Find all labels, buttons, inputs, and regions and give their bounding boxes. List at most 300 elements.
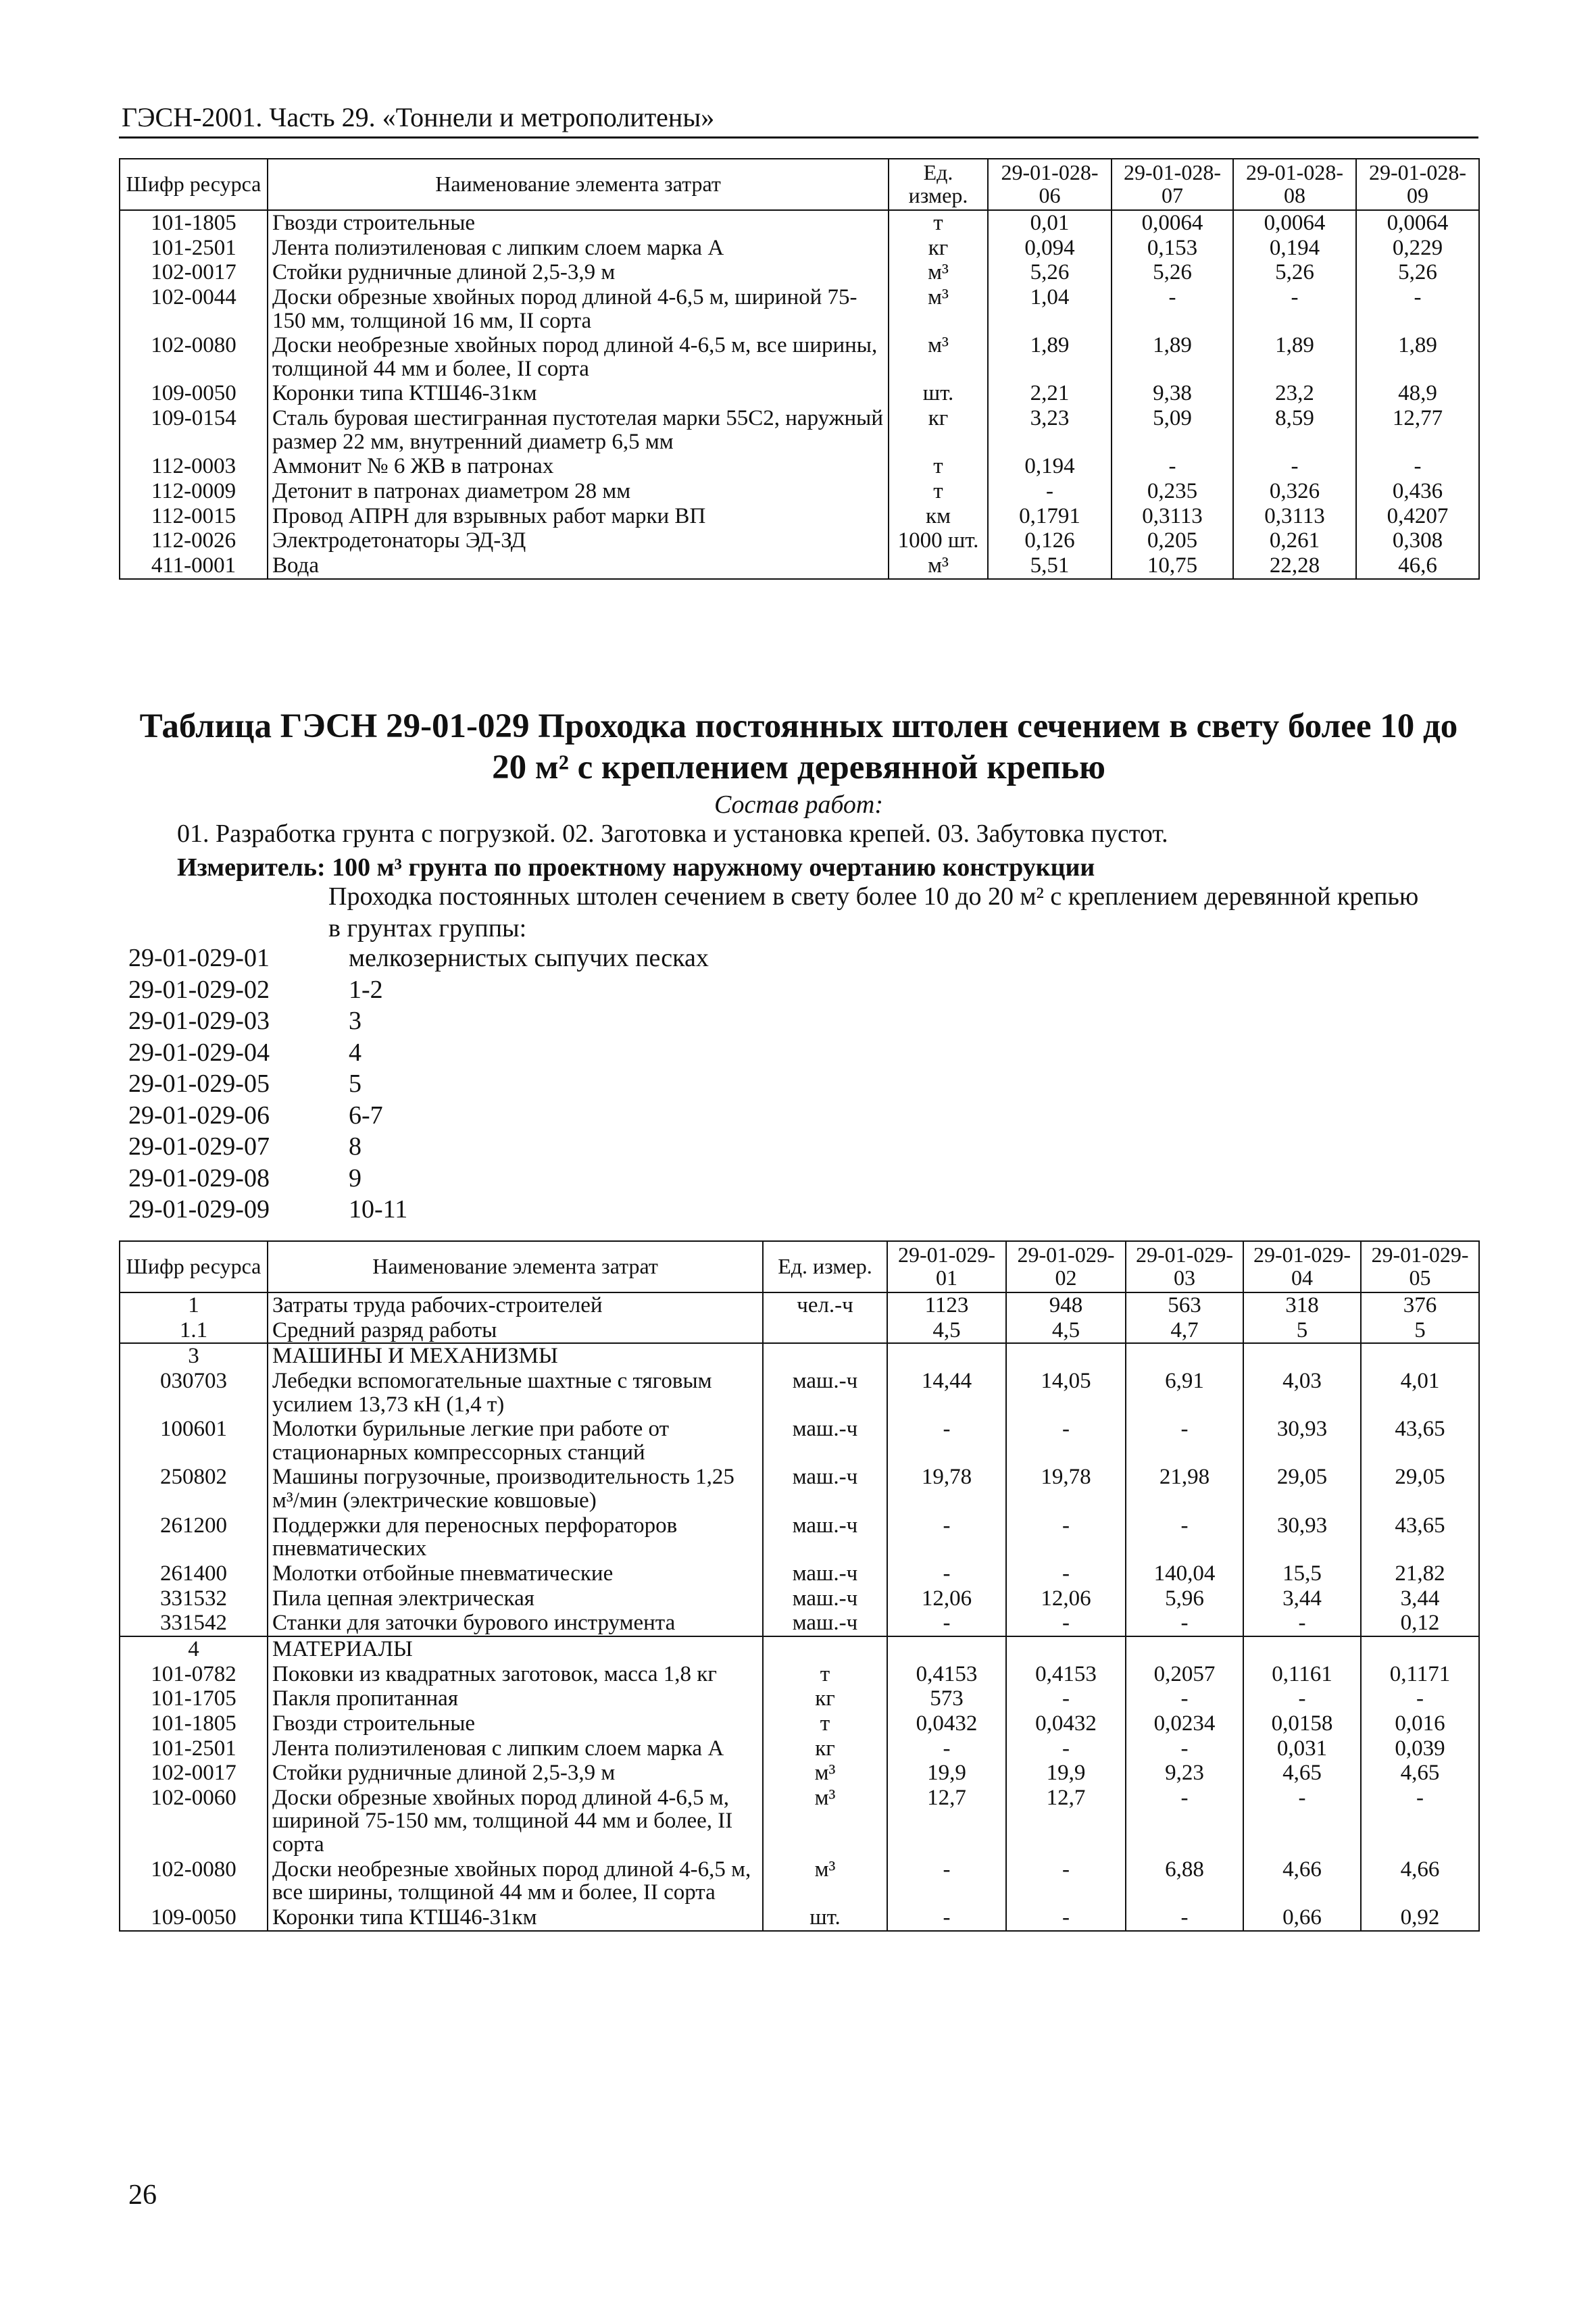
norm-value-cell: - — [1112, 454, 1233, 479]
norm-code: 29-01-029-04 — [128, 1038, 270, 1067]
table-row — [120, 1662, 1479, 1687]
table-row — [120, 1905, 1479, 1931]
unit-cell: м³ — [763, 1857, 887, 1905]
norm-value-cell: 6,88 — [1126, 1857, 1243, 1905]
table-row — [120, 260, 1479, 285]
norm-code: 29-01-029-03 — [128, 1007, 270, 1035]
column-header: 29-01-029-02 — [1006, 1241, 1126, 1292]
resource-code-cell: 112-0003 — [120, 454, 268, 479]
norm-value-cell: 9,23 — [1126, 1761, 1243, 1786]
unit-cell: м³ — [889, 553, 988, 579]
norm-value-cell: 10,75 — [1112, 553, 1233, 579]
norm-value-cell: - — [1361, 1686, 1479, 1711]
cost-element-name-cell: Станки для заточки бурового инструмента — [268, 1611, 763, 1636]
norm-value-cell: 0,66 — [1243, 1905, 1361, 1931]
column-header: 29-01-029-05 — [1361, 1241, 1479, 1292]
unit-cell: шт. — [889, 381, 988, 406]
resource-code-cell: 112-0015 — [120, 504, 268, 529]
table-row — [120, 1761, 1479, 1786]
resource-code-cell: 109-0154 — [120, 406, 268, 454]
norm-value-cell: 0,4153 — [1006, 1662, 1126, 1687]
table-row — [120, 1686, 1479, 1711]
norm-value-cell: - — [1126, 1686, 1243, 1711]
norm-value-cell: 15,5 — [1243, 1561, 1361, 1586]
norm-value-cell: - — [887, 1513, 1006, 1561]
resource-code-cell: 101-2501 — [120, 236, 268, 261]
norm-value-cell: 5,26 — [988, 260, 1112, 285]
resource-code-cell: 101-1805 — [120, 210, 268, 236]
norm-value-cell: 563 — [1126, 1292, 1243, 1318]
table-row — [120, 1736, 1479, 1761]
column-header: Шифр ресурса — [120, 159, 268, 210]
norm-value-cell: 0,126 — [988, 528, 1112, 553]
cost-element-name-cell: Поддержки для переносных перфораторов пневматических — [268, 1513, 763, 1561]
norm-value-cell: 0,4153 — [887, 1662, 1006, 1687]
cost-element-name-cell: Лебедки вспомогательные шахтные с тяговым усилием 13,73 кН (1,4 т) — [268, 1369, 763, 1417]
cost-element-name-cell: Средний разряд работы — [268, 1318, 763, 1344]
norm-value-cell — [887, 1343, 1006, 1369]
unit-cell: кг — [763, 1686, 887, 1711]
norm-value-cell: 0,0432 — [887, 1711, 1006, 1736]
resource-code-cell: 331542 — [120, 1611, 268, 1636]
table-row — [120, 1292, 1479, 1318]
resource-code-cell: 109-0050 — [120, 381, 268, 406]
unit-cell: т — [889, 210, 988, 236]
norm-value-cell: 0,194 — [1233, 236, 1356, 261]
norm-value-cell: 19,78 — [1006, 1465, 1126, 1513]
unit-cell: маш.-ч — [763, 1561, 887, 1586]
cost-element-name-cell: Затраты труда рабочих-строителей — [268, 1292, 763, 1318]
norm-value-cell: 19,9 — [887, 1761, 1006, 1786]
norm-value-cell: 0,0064 — [1112, 210, 1233, 236]
unit-cell: чел.-ч — [763, 1292, 887, 1318]
resource-code-cell: 030703 — [120, 1369, 268, 1417]
norm-code: 29-01-029-02 — [128, 975, 270, 1004]
column-header: Шифр ресурса — [120, 1241, 268, 1292]
table-row — [120, 333, 1479, 381]
cost-element-name-cell: Доски необрезные хвойных пород длиной 4-6,5 м, все ширины, толщиной 44 мм и более, II сорта — [268, 1857, 763, 1905]
soil-group: 1-2 — [349, 975, 383, 1004]
unit-cell: т — [763, 1662, 887, 1687]
norm-value-cell: 0,039 — [1361, 1736, 1479, 1761]
norm-value-cell: - — [1243, 1686, 1361, 1711]
unit-cell: т — [889, 479, 988, 504]
unit-cell: маш.-ч — [763, 1465, 887, 1513]
column-header: 29-01-028-09 — [1356, 159, 1479, 210]
norm-value-cell: 43,65 — [1361, 1417, 1479, 1465]
table-row — [120, 381, 1479, 406]
table-row — [120, 504, 1479, 529]
norm-value-cell: 12,7 — [1006, 1786, 1126, 1857]
cost-element-name-cell: Молотки бурильные легкие при работе от стационарных компрессорных станций — [268, 1417, 763, 1465]
cost-element-name-cell: Стойки рудничные длиной 2,5-3,9 м — [268, 260, 889, 285]
norm-value-cell: - — [887, 1857, 1006, 1905]
norm-value-cell: 0,153 — [1112, 236, 1233, 261]
running-header: ГЭСН-2001. Часть 29. «Тоннели и метрополитены» — [122, 102, 715, 132]
composition-label: Состав работ: — [714, 790, 884, 819]
unit-cell: кг — [889, 406, 988, 454]
resource-code-cell: 411-0001 — [120, 553, 268, 579]
norm-value-cell: 21,82 — [1361, 1561, 1479, 1586]
unit-cell: м³ — [889, 260, 988, 285]
unit-cell: м³ — [763, 1761, 887, 1786]
table-row — [120, 1561, 1479, 1586]
resource-code-cell: 250802 — [120, 1465, 268, 1513]
norm-value-cell: - — [1233, 285, 1356, 333]
unit-cell: т — [889, 454, 988, 479]
norm-value-cell: - — [1126, 1736, 1243, 1761]
norm-code: 29-01-029-08 — [128, 1163, 270, 1192]
table-row — [120, 236, 1479, 261]
resource-code-cell: 101-1705 — [120, 1686, 268, 1711]
norm-value-cell: 0,3113 — [1233, 504, 1356, 529]
column-header: Ед. измер. — [763, 1241, 887, 1292]
norm-value-cell: 23,2 — [1233, 381, 1356, 406]
meter-line: Измеритель: 100 м³ грунта по проектному наружному очертанию конструкции — [177, 853, 1095, 882]
norm-value-cell: 3,23 — [988, 406, 1112, 454]
norm-value-cell: 4,65 — [1243, 1761, 1361, 1786]
cost-element-name-cell: Электродетонаторы ЭД-ЗД — [268, 528, 889, 553]
norm-value-cell: 948 — [1006, 1292, 1126, 1318]
norm-value-cell: - — [1006, 1736, 1126, 1761]
resource-code-cell: 1.1 — [120, 1318, 268, 1344]
norm-value-cell: 0,031 — [1243, 1736, 1361, 1761]
table-row — [120, 1513, 1479, 1561]
norm-value-cell: 5 — [1243, 1318, 1361, 1344]
norm-value-cell: 21,98 — [1126, 1465, 1243, 1513]
cost-element-name-cell: Аммонит № 6 ЖВ в патронах — [268, 454, 889, 479]
resource-code-cell: 112-0009 — [120, 479, 268, 504]
cost-element-name-cell: Машины погрузочные, производительность 1,25 м³/мин (электрические ковшовые) — [268, 1465, 763, 1513]
norm-value-cell: 6,91 — [1126, 1369, 1243, 1417]
norm-code: 29-01-029-09 — [128, 1195, 270, 1224]
table-row — [120, 553, 1479, 579]
norm-value-cell — [1243, 1636, 1361, 1662]
resource-code-cell: 261400 — [120, 1561, 268, 1586]
unit-cell: маш.-ч — [763, 1586, 887, 1611]
norm-value-cell: 0,1171 — [1361, 1662, 1479, 1687]
cost-element-name-cell: Лента полиэтиленовая с липким слоем марка А — [268, 1736, 763, 1761]
norm-value-cell: - — [1356, 454, 1479, 479]
norm-value-cell: - — [887, 1561, 1006, 1586]
table-row — [120, 1857, 1479, 1905]
soil-group: 6-7 — [349, 1101, 383, 1130]
cost-element-name-cell: Гвозди строительные — [268, 1711, 763, 1736]
norm-value-cell: - — [1126, 1611, 1243, 1636]
norm-value-cell — [1361, 1636, 1479, 1662]
norm-value-cell: 0,229 — [1356, 236, 1479, 261]
norm-value-cell: - — [1126, 1786, 1243, 1857]
norm-value-cell: 1,89 — [1233, 333, 1356, 381]
norm-value-cell — [1361, 1343, 1479, 1369]
norm-value-cell: - — [1006, 1561, 1126, 1586]
norm-value-cell: 0,1161 — [1243, 1662, 1361, 1687]
norm-value-cell: 1,89 — [1356, 333, 1479, 381]
unit-cell: маш.-ч — [763, 1513, 887, 1561]
table-row — [120, 479, 1479, 504]
cost-element-name-cell: Поковки из квадратных заготовок, масса 1,8 кг — [268, 1662, 763, 1687]
norm-value-cell: 5 — [1361, 1318, 1479, 1344]
norm-value-cell — [1006, 1636, 1126, 1662]
resource-code-cell: 4 — [120, 1636, 268, 1662]
norm-value-cell: 0,0158 — [1243, 1711, 1361, 1736]
cost-element-name-cell: Вода — [268, 553, 889, 579]
norm-value-cell: - — [1006, 1905, 1126, 1931]
unit-cell — [763, 1636, 887, 1662]
norm-value-cell: - — [1006, 1513, 1126, 1561]
cost-element-name-cell: Гвозди строительные — [268, 210, 889, 236]
norm-value-cell: 14,05 — [1006, 1369, 1126, 1417]
cost-element-name-cell: Доски обрезные хвойных пород длиной 4-6,5 м, шириной 75-150 мм, толщиной 16 мм, II сорта — [268, 285, 889, 333]
norm-value-cell: - — [1006, 1857, 1126, 1905]
norm-value-cell: 30,93 — [1243, 1513, 1361, 1561]
soil-group: 5 — [349, 1070, 361, 1098]
unit-cell: маш.-ч — [763, 1417, 887, 1465]
page-number: 26 — [128, 2180, 157, 2211]
unit-cell: м³ — [889, 285, 988, 333]
norm-value-cell: 0,326 — [1233, 479, 1356, 504]
norm-value-cell: 0,094 — [988, 236, 1112, 261]
resource-code-cell: 101-0782 — [120, 1662, 268, 1687]
norm-value-cell: 4,5 — [1006, 1318, 1126, 1344]
cost-element-name-cell: Стойки рудничные длиной 2,5-3,9 м — [268, 1761, 763, 1786]
resource-code-cell: 112-0026 — [120, 528, 268, 553]
norm-value-cell: 12,7 — [887, 1786, 1006, 1857]
norm-value-cell: 4,66 — [1243, 1857, 1361, 1905]
norm-value-cell: 12,06 — [887, 1586, 1006, 1611]
norm-value-cell: - — [1361, 1786, 1479, 1857]
table-row — [120, 1611, 1479, 1636]
cost-element-name-cell: Пила цепная электрическая — [268, 1586, 763, 1611]
norm-value-cell: 0,261 — [1233, 528, 1356, 553]
table-row — [120, 1786, 1479, 1857]
unit-cell — [763, 1318, 887, 1344]
norm-value-cell: 0,205 — [1112, 528, 1233, 553]
table-row — [120, 454, 1479, 479]
norm-value-cell: 0,0234 — [1126, 1711, 1243, 1736]
norm-code: 29-01-029-06 — [128, 1101, 270, 1130]
norm-value-cell: 5,26 — [1356, 260, 1479, 285]
norm-value-cell: - — [1243, 1786, 1361, 1857]
table-row — [120, 1417, 1479, 1465]
norm-value-cell: - — [887, 1611, 1006, 1636]
norm-value-cell: 48,9 — [1356, 381, 1479, 406]
norm-value-cell: 0,308 — [1356, 528, 1479, 553]
table-row — [120, 1465, 1479, 1513]
cost-element-name-cell: Доски обрезные хвойных пород длиной 4-6,5 м, шириной 75-150 мм, толщиной 44 мм и более, II сорта — [268, 1786, 763, 1857]
norm-value-cell: 0,01 — [988, 210, 1112, 236]
table-header-row — [120, 159, 1479, 210]
norm-code: 29-01-029-05 — [128, 1070, 270, 1098]
cost-element-name-cell: Молотки отбойные пневматические — [268, 1561, 763, 1586]
table-row — [120, 285, 1479, 333]
norm-value-cell: 4,7 — [1126, 1318, 1243, 1344]
norm-value-cell: 0,0064 — [1233, 210, 1356, 236]
unit-cell: маш.-ч — [763, 1369, 887, 1417]
resource-code-cell: 102-0080 — [120, 333, 268, 381]
norm-value-cell: 5,26 — [1112, 260, 1233, 285]
table-row — [120, 210, 1479, 236]
table-row — [120, 1636, 1479, 1662]
norm-value-cell: - — [988, 479, 1112, 504]
norm-value-cell: - — [887, 1417, 1006, 1465]
table-row — [120, 1369, 1479, 1417]
norm-value-cell: 1,89 — [1112, 333, 1233, 381]
resource-code-cell: 3 — [120, 1343, 268, 1369]
resource-code-cell: 101-2501 — [120, 1736, 268, 1761]
norm-value-cell: 0,0064 — [1356, 210, 1479, 236]
norm-value-cell: - — [1233, 454, 1356, 479]
norm-value-cell — [1126, 1636, 1243, 1662]
column-header: 29-01-029-03 — [1126, 1241, 1243, 1292]
norm-value-cell: 1,89 — [988, 333, 1112, 381]
column-header: Ед. измер. — [889, 159, 988, 210]
unit-cell: т — [763, 1711, 887, 1736]
soil-group: 10-11 — [349, 1195, 408, 1224]
norm-value-cell: 0,194 — [988, 454, 1112, 479]
resource-code-cell: 101-1805 — [120, 1711, 268, 1736]
resource-code-cell: 102-0080 — [120, 1857, 268, 1905]
norm-value-cell: 0,4207 — [1356, 504, 1479, 529]
norm-value-cell: 3,44 — [1243, 1586, 1361, 1611]
resource-code-cell: 102-0060 — [120, 1786, 268, 1857]
resource-code-cell: 261200 — [120, 1513, 268, 1561]
norm-value-cell: 5,26 — [1233, 260, 1356, 285]
norm-code: 29-01-029-07 — [128, 1132, 270, 1161]
norm-value-cell: - — [1126, 1905, 1243, 1931]
cost-element-name-cell: Доски необрезные хвойных пород длиной 4-6,5 м, все ширины, толщиной 44 мм и более, II сорта — [268, 333, 889, 381]
norm-value-cell: - — [1112, 285, 1233, 333]
norm-value-cell: 8,59 — [1233, 406, 1356, 454]
cost-element-name-cell: Детонит в патронах диаметром 28 мм — [268, 479, 889, 504]
norm-value-cell — [887, 1636, 1006, 1662]
norm-value-cell: 5,09 — [1112, 406, 1233, 454]
table-title: Таблица ГЭСН 29-01-029 Проходка постоянных штолен сечением в свету более 10 до 20 м² с креплением деревянной крепью — [139, 707, 1458, 787]
unit-cell: км — [889, 504, 988, 529]
norm-value-cell: 46,6 — [1356, 553, 1479, 579]
table-header-row — [120, 1241, 1479, 1292]
norm-value-cell: 4,66 — [1361, 1857, 1479, 1905]
table-row — [120, 1343, 1479, 1369]
column-header: 29-01-028-08 — [1233, 159, 1356, 210]
resource-table-029 — [119, 1240, 1480, 1932]
norm-code: 29-01-029-01 — [128, 944, 270, 972]
norm-value-cell: 4,65 — [1361, 1761, 1479, 1786]
norm-value-cell: - — [887, 1736, 1006, 1761]
unit-cell: кг — [889, 236, 988, 261]
norm-value-cell: 0,12 — [1361, 1611, 1479, 1636]
unit-cell: м³ — [763, 1786, 887, 1857]
cost-element-name-cell: МАШИНЫ И МЕХАНИЗМЫ — [268, 1343, 763, 1369]
cost-element-name-cell: Коронки типа КТШ46-31км — [268, 1905, 763, 1931]
norm-value-cell: 0,436 — [1356, 479, 1479, 504]
cost-element-name-cell: Пакля пропитанная — [268, 1686, 763, 1711]
cost-element-name-cell: Лента полиэтиленовая с липким слоем марка А — [268, 236, 889, 261]
soil-group: 9 — [349, 1163, 361, 1192]
norm-value-cell: 4,01 — [1361, 1369, 1479, 1417]
unit-cell — [763, 1343, 887, 1369]
table-row — [120, 528, 1479, 553]
soil-group: 3 — [349, 1007, 361, 1035]
norm-value-cell: 1123 — [887, 1292, 1006, 1318]
cost-element-name-cell: МАТЕРИАЛЫ — [268, 1636, 763, 1662]
resource-code-cell: 1 — [120, 1292, 268, 1318]
norm-value-cell: 0,235 — [1112, 479, 1233, 504]
norm-value-cell: 12,06 — [1006, 1586, 1126, 1611]
description-text: Проходка постоянных штолен сечением в свету более 10 до 20 м² с креплением деревянной крепью в грунтах группы: — [328, 882, 1419, 942]
resource-code-cell: 331532 — [120, 1586, 268, 1611]
table-row — [120, 406, 1479, 454]
norm-value-cell: - — [1356, 285, 1479, 333]
norm-value-cell: 0,3113 — [1112, 504, 1233, 529]
cost-element-name-cell: Сталь буровая шестигранная пустотелая марки 55С2, наружный размер 22 мм, внутренний диаметр 6,5 мм — [268, 406, 889, 454]
norm-value-cell — [1006, 1343, 1126, 1369]
norm-value-cell: 4,03 — [1243, 1369, 1361, 1417]
norm-value-cell: - — [887, 1905, 1006, 1931]
norm-value-cell: 3,44 — [1361, 1586, 1479, 1611]
unit-cell: м³ — [889, 333, 988, 381]
norm-value-cell: 0,92 — [1361, 1905, 1479, 1931]
cost-element-name-cell: Провод АПРН для взрывных работ марки ВП — [268, 504, 889, 529]
column-header: Наименование элемента затрат — [268, 1241, 763, 1292]
norm-value-cell: - — [1243, 1611, 1361, 1636]
header-rule — [119, 136, 1478, 139]
norm-value-cell: 0,016 — [1361, 1711, 1479, 1736]
norm-value-cell: 573 — [887, 1686, 1006, 1711]
soil-group: мелкозернистых сыпучих песках — [349, 944, 709, 972]
unit-cell: маш.-ч — [763, 1611, 887, 1636]
norm-value-cell: - — [1006, 1611, 1126, 1636]
table-row — [120, 1586, 1479, 1611]
composition-text: 01. Разработка грунта с погрузкой. 02. Заготовка и установка крепей. 03. Забутовка пустот. — [177, 820, 1168, 848]
cost-element-name-cell: Коронки типа КТШ46-31км — [268, 381, 889, 406]
norm-value-cell: 22,28 — [1233, 553, 1356, 579]
table-row — [120, 1318, 1479, 1344]
norm-value-cell: 1,04 — [988, 285, 1112, 333]
resource-table-028 — [119, 158, 1480, 580]
unit-cell: кг — [763, 1736, 887, 1761]
norm-value-cell: 29,05 — [1243, 1465, 1361, 1513]
norm-value-cell — [1243, 1343, 1361, 1369]
norm-value-cell: 318 — [1243, 1292, 1361, 1318]
norm-value-cell: 14,44 — [887, 1369, 1006, 1417]
table-row — [120, 1711, 1479, 1736]
norm-value-cell: 2,21 — [988, 381, 1112, 406]
norm-value-cell: 30,93 — [1243, 1417, 1361, 1465]
unit-cell: шт. — [763, 1905, 887, 1931]
resource-code-cell: 100601 — [120, 1417, 268, 1465]
resource-code-cell: 102-0017 — [120, 260, 268, 285]
soil-group: 4 — [349, 1038, 361, 1067]
norm-value-cell: - — [1126, 1513, 1243, 1561]
norm-value-cell: 19,78 — [887, 1465, 1006, 1513]
column-header: 29-01-029-01 — [887, 1241, 1006, 1292]
norm-value-cell: 0,0432 — [1006, 1711, 1126, 1736]
column-header: 29-01-029-04 — [1243, 1241, 1361, 1292]
resource-code-cell: 109-0050 — [120, 1905, 268, 1931]
resource-code-cell: 102-0017 — [120, 1761, 268, 1786]
column-header: 29-01-028-07 — [1112, 159, 1233, 210]
norm-value-cell: 29,05 — [1361, 1465, 1479, 1513]
norm-value-cell: - — [1006, 1686, 1126, 1711]
norm-value-cell: 19,9 — [1006, 1761, 1126, 1786]
soil-group: 8 — [349, 1132, 361, 1161]
norm-value-cell: 5,96 — [1126, 1586, 1243, 1611]
norm-value-cell: 376 — [1361, 1292, 1479, 1318]
norm-value-cell: 5,51 — [988, 553, 1112, 579]
norm-value-cell: 43,65 — [1361, 1513, 1479, 1561]
norm-value-cell: 0,2057 — [1126, 1662, 1243, 1687]
